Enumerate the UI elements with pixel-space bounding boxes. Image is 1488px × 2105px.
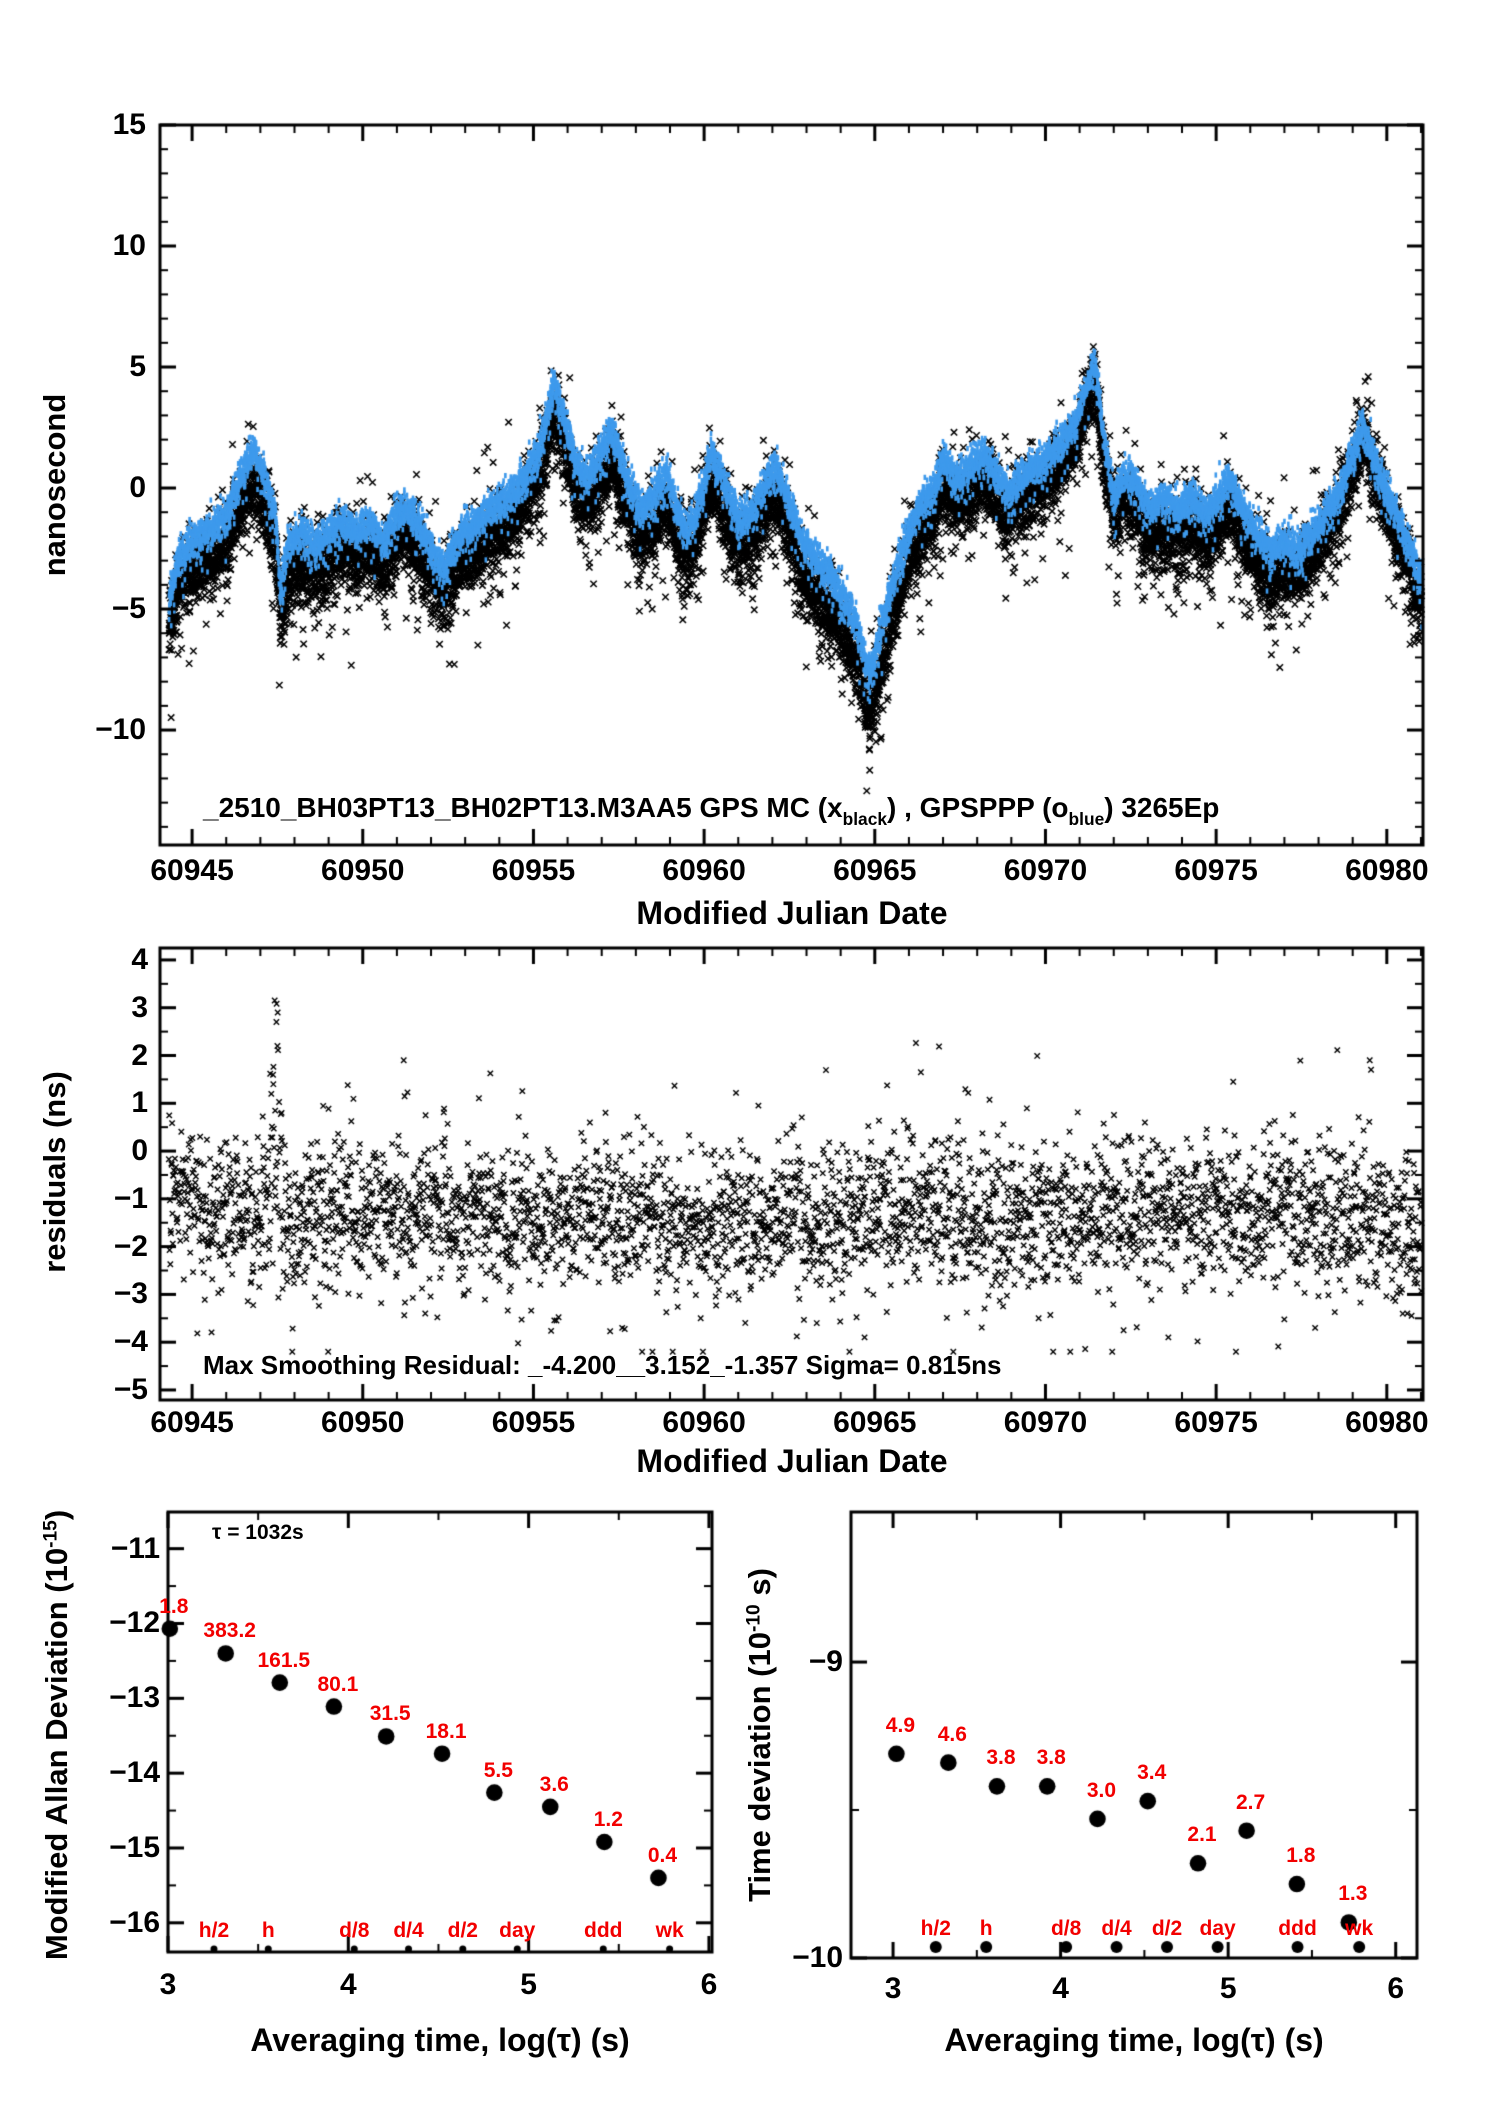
mdev-time-marker-label: h <box>261 1919 275 1942</box>
residual-tick-label: 2 <box>131 1038 148 1072</box>
mdev-point-value: 3.6 <box>539 1772 569 1796</box>
mdev-y-tick-label: −16 <box>109 1905 160 1939</box>
top-panel-title <box>203 792 1219 830</box>
mjd-tick-label: 60980 <box>1345 854 1429 887</box>
tdev-x-tick-label: 3 <box>884 1972 902 2005</box>
mdev-x-tick-label: 6 <box>700 1968 718 2001</box>
tdev-time-marker-label: d/2 <box>1151 1917 1183 1941</box>
nanosecond-tick-label: −5 <box>111 592 146 626</box>
residual-tick-label: −4 <box>113 1325 148 1359</box>
tdev-point-value: 3.8 <box>986 1746 1016 1770</box>
tdev-point-value: 4.6 <box>937 1722 967 1746</box>
tau-annotation: τ = 1032s <box>212 1521 304 1544</box>
mjd-tick-label: 60955 <box>491 854 576 887</box>
nanosecond-tick-label: 15 <box>112 108 146 141</box>
tdev-x-tick-label: 6 <box>1387 1972 1405 2005</box>
mdev-point-value: 5.5 <box>483 1758 513 1782</box>
tdev-time-marker-label: day <box>1199 1917 1236 1941</box>
mdev-x-tick-label: 5 <box>520 1968 537 2001</box>
tdev-x-tick-label: 5 <box>1219 1972 1237 2005</box>
mjd-tick-label: 60945 <box>150 1406 234 1439</box>
residual-tick-label: 4 <box>131 942 148 976</box>
tdev-point-value: 4.9 <box>885 1713 916 1737</box>
mdev-time-marker-label: d/2 <box>447 1919 478 1942</box>
nanosecond-tick-label: 10 <box>112 229 146 262</box>
tdev-point-value: 1.3 <box>1338 1882 1368 1906</box>
mdev-y-tick-label: −13 <box>109 1681 160 1715</box>
label-text: _2510_BH03PT13_BH02PT13.M3AA5 GPS MC (x <box>203 792 843 823</box>
nanosecond-tick-label: 5 <box>129 350 146 384</box>
mjd-tick-label: 60970 <box>1003 854 1088 887</box>
mjd-tick-label: 60945 <box>150 854 234 887</box>
tdev-time-marker-label: d/4 <box>1101 1917 1132 1941</box>
mjd-tick-label: 60950 <box>321 854 405 887</box>
tdev-time-marker-label: d/8 <box>1050 1917 1082 1941</box>
residual-tick-label: 1 <box>131 1086 148 1120</box>
tdev-time-marker-label: wk <box>1345 1917 1374 1941</box>
nanosecond-tick-label: −10 <box>95 713 146 747</box>
residual-tick-label: −1 <box>113 1181 148 1215</box>
tdev-y-tick-label: −10 <box>792 1941 843 1974</box>
top-x-axis-label: Modified Julian Date <box>636 895 948 931</box>
tdev-point-value: 3.4 <box>1137 1761 1167 1785</box>
mdev-time-marker-label: d/4 <box>393 1919 424 1942</box>
mdev-point-value: 18.1 <box>425 1719 467 1743</box>
mdev-y-axis-label <box>39 1510 75 1960</box>
mdev-y-tick-label: −11 <box>110 1531 160 1565</box>
mdev-time-marker-label: wk <box>655 1919 684 1942</box>
mdev-time-marker-label: h/2 <box>198 1919 230 1942</box>
middle-x-axis-label: Modified Julian Date <box>636 1443 948 1479</box>
residual-annotation: Max Smoothing Residual: _-4.200__3.152_-1.357 Sigma= 0.815ns <box>203 1350 1002 1380</box>
middle-y-axis-label: residuals (ns) <box>37 1071 72 1273</box>
mdev-y-tick-label: −15 <box>109 1830 160 1864</box>
residual-tick-label: −3 <box>113 1277 148 1311</box>
mdev-time-marker-label: ddd <box>584 1919 623 1942</box>
superscript-text: -10 <box>743 1604 765 1633</box>
nanosecond-tick-label: 0 <box>129 471 146 505</box>
mjd-tick-label: 60965 <box>833 1406 917 1439</box>
label-text: ) <box>39 1509 74 1521</box>
mdev-x-tick-label: 4 <box>339 1968 357 2001</box>
mdev-point-value: 1.2 <box>593 1808 623 1831</box>
subscript-text: blue <box>1068 808 1105 829</box>
top-y-axis-label: nanosecond <box>37 393 72 577</box>
mdev-y-tick-label: −12 <box>109 1606 160 1640</box>
mjd-tick-label: 60975 <box>1174 1406 1258 1439</box>
mdev-point-value: 1.8 <box>159 1594 189 1618</box>
label-text: ) , GPSPPP (o <box>887 792 1069 823</box>
label-text: ) 3265Ep <box>1104 792 1220 823</box>
label-text: s) <box>742 1568 777 1605</box>
tdev-time-marker-label: ddd <box>1278 1917 1317 1941</box>
subscript-text: black <box>842 808 888 829</box>
tdev-y-axis-label <box>742 1568 778 1902</box>
tdev-point-value: 3.8 <box>1036 1746 1066 1770</box>
tdev-point-value: 1.8 <box>1286 1844 1316 1867</box>
residual-tick-label: −5 <box>113 1372 148 1406</box>
mdev-point-value: 80.1 <box>317 1672 359 1696</box>
label-text: Time deviation (10 <box>742 1632 777 1902</box>
mjd-tick-label: 60980 <box>1345 1406 1429 1439</box>
mjd-tick-label: 60965 <box>833 854 917 887</box>
mdev-point-value: 161.5 <box>257 1648 311 1672</box>
tdev-point-value: 2.1 <box>1187 1823 1217 1847</box>
mjd-tick-label: 60960 <box>662 1406 746 1439</box>
label-text: Modified Allan Deviation (10 <box>39 1547 74 1961</box>
mjd-tick-label: 60960 <box>662 854 746 887</box>
mjd-tick-label: 60950 <box>321 1406 405 1439</box>
mdev-time-marker-label: d/8 <box>339 1919 370 1942</box>
tdev-x-tick-label: 4 <box>1052 1972 1069 2005</box>
tdev-x-axis-label: Averaging time, log(τ) (s) <box>944 2022 1324 2058</box>
tdev-time-marker-label: h/2 <box>920 1917 951 1941</box>
mdev-point-value: 31.5 <box>369 1702 411 1726</box>
residual-tick-label: −2 <box>113 1229 148 1263</box>
tdev-y-tick-label: −9 <box>808 1645 843 1679</box>
residual-tick-label: 0 <box>131 1134 148 1168</box>
tdev-time-marker-label: h <box>979 1917 993 1941</box>
mdev-x-axis-label: Averaging time, log(τ) (s) <box>250 2022 630 2058</box>
mdev-point-value: 0.4 <box>647 1843 678 1867</box>
mdev-time-marker-label: day <box>499 1919 536 1942</box>
mjd-tick-label: 60975 <box>1174 854 1258 887</box>
mjd-tick-label: 60970 <box>1003 1406 1088 1439</box>
mdev-x-tick-label: 3 <box>159 1968 177 2001</box>
superscript-text: -15 <box>40 1520 62 1548</box>
mdev-y-tick-label: −14 <box>109 1756 160 1790</box>
tdev-point-value: 2.7 <box>1235 1790 1266 1814</box>
residual-tick-label: 3 <box>131 990 148 1024</box>
mdev-point-value: 383.2 <box>203 1619 256 1643</box>
tdev-point-value: 3.0 <box>1086 1778 1117 1802</box>
mjd-tick-label: 60955 <box>491 1406 576 1439</box>
